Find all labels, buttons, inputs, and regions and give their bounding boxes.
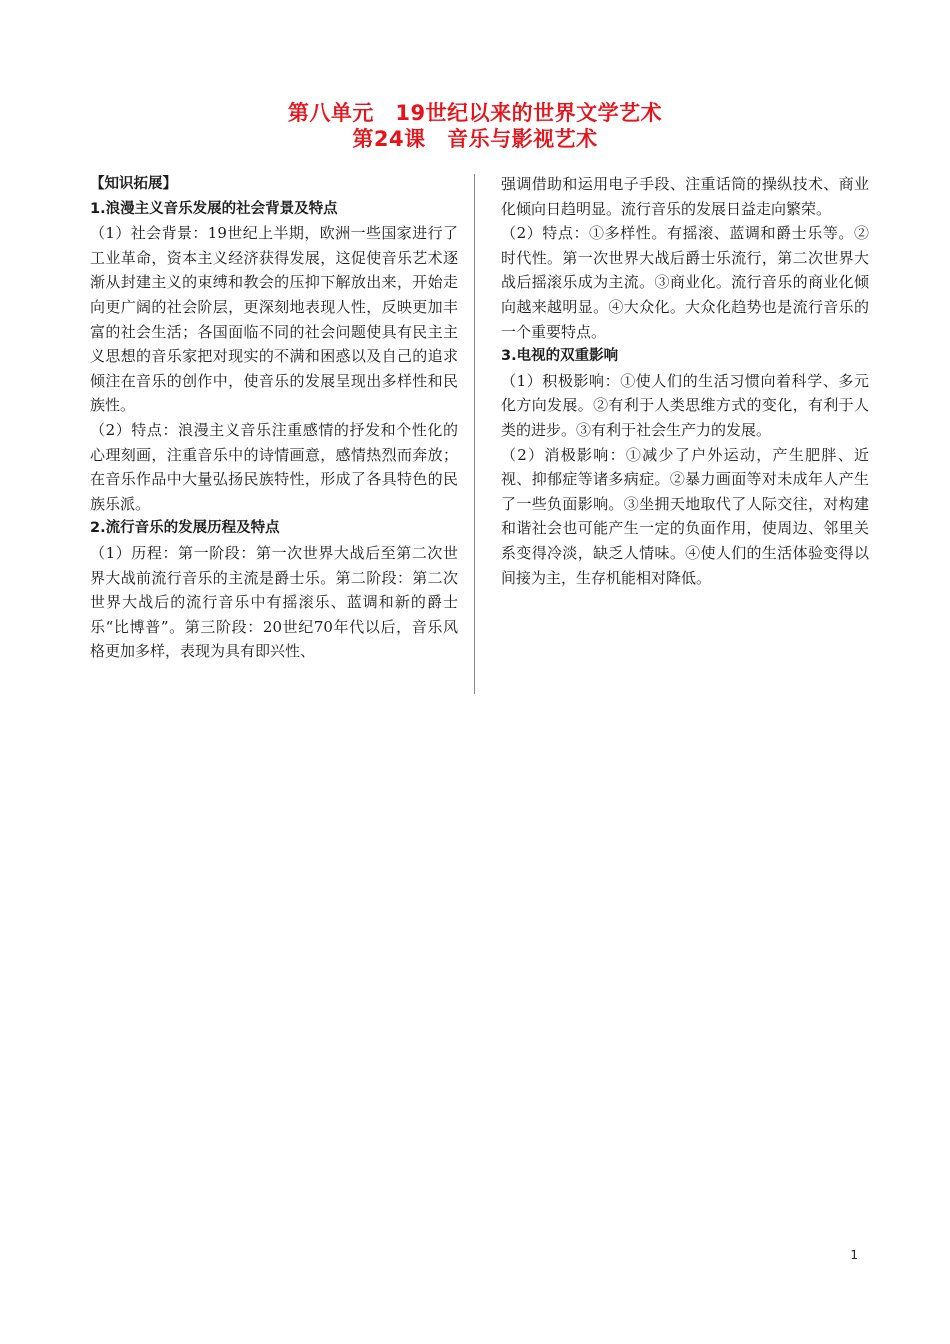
- paragraph-tv-negative: （2）消极影响：①减少了户外运动，产生肥胖、近视、抑郁症等诸多病症。②暴力画面等对未成年人产生了一些负面影响。③坐拥天地取代了人际交往，对构建和谐社会也可能产生一定的负面作用，使周边、邻里关系变得冷淡，缺乏人情味。④使人们的生活体验变得以间接为主，生存机能相对降低。: [501, 445, 869, 587]
- paragraph-pop-features: （2）特点：①多样性。有摇滚、蓝调和爵士乐等。②时代性。第一次世界大战后爵士乐流行，第二次世界大战后摇滚乐成为主流。③商业化。流行音乐的商业化倾向越来越明显。④大众化。大众化趋势也是流行音乐的一个重要特点。: [501, 224, 869, 341]
- heading-pop-music: 2.流行音乐的发展历程及特点: [90, 520, 280, 537]
- paragraph-social-background: （1）社会背景：19世纪上半期，欧洲一些国家进行了工业革命，资本主义经济获得发展，这促使音乐艺术逐渐从封建主义的束缚和教会的压抑下解放出来，开始走向更广阔的社会阶层，更深刻地表现人性，反映更加丰富的社会生活；各国面临不同的社会问题使具有民主主义思想的音乐家把对现实的不满和困惑以及自己的追求倾注在音乐的创作中，使音乐的发展呈现出多样性和民族性。: [90, 224, 458, 415]
- column-divider: [474, 174, 475, 694]
- section-label: 【知识拓展】: [90, 176, 177, 192]
- page-title: 第八单元 19世纪以来的世界文学艺术: [287, 101, 663, 125]
- heading-romantic-music: 1.浪漫主义音乐发展的社会背景及特点: [90, 200, 338, 217]
- paragraph-pop-history: （1）历程：第一阶段：第一次世界大战后至第二次世界大战前流行音乐的主流是爵士乐。第二阶段：第二次世界大战后的流行音乐中有摇滚乐、蓝调和新的爵士乐“比博普”。第三阶段：20世纪70年代以后，音乐风格更加多样，表现为具有即兴性、: [90, 543, 458, 661]
- paragraph-romantic-features: （2）特点：浪漫主义音乐注重感情的抒发和个性化的心理刻画，注重音乐中的诗情画意，感情热烈而奔放；在音乐作品中大量弘扬民族特性，形成了各具特色的民族乐派。: [90, 420, 458, 513]
- paragraph-tv-positive: （1）积极影响：①使人们的生活习惯向着科学、多元化方向发展。②有利于人类思维方式的变化，有利于人类的进步。③有利于社会生产力的发展。: [501, 371, 869, 439]
- heading-tv-influence: 3.电视的双重影响: [501, 348, 619, 365]
- lesson-title: 第24课 音乐与影视艺术: [352, 127, 598, 151]
- left-column: [90, 172, 458, 664]
- paragraph-pop-history-cont: 强调借助和运用电子手段、注重话筒的操纵技术、商业化倾向日趋明显。流行音乐的发展日益走向繁荣。: [501, 175, 869, 218]
- page-number: 1: [850, 1248, 858, 1262]
- right-column: [501, 172, 869, 590]
